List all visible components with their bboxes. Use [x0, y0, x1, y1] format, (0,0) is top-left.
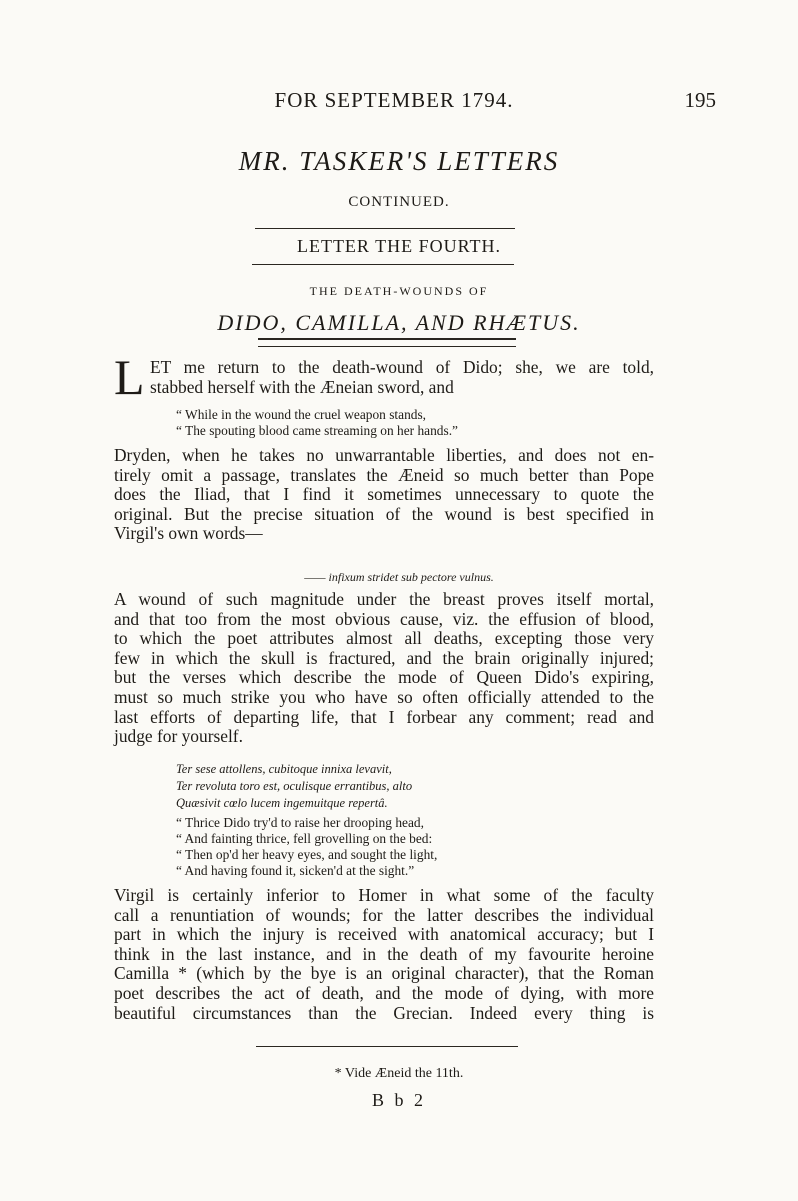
verse-line: “ And having found it, sicken'd at the sight.”: [176, 863, 415, 878]
section-heading: THE DEATH-WOUNDS OF: [309, 284, 489, 298]
footnote: * Vide Æneid the 11th.: [334, 1066, 464, 1081]
section-subheading: DIDO, CAMILLA, AND RHÆTUS.: [217, 310, 581, 335]
verse-quote-2: [176, 815, 437, 879]
ornamental-rule: [258, 338, 516, 347]
paragraph-line: does the Iliad, that I find it sometimes unnecessary to quote the: [114, 484, 654, 505]
paragraph-line: call a renuntiation of wounds; for the latter describes the individual: [114, 904, 654, 925]
latin-verse-line: Ter sese attollens, cubitoque innixa levavit,: [176, 762, 392, 776]
paragraph-line: A wound of such magnitude under the breast proves itself mortal,: [114, 589, 654, 609]
verse-line: “ The spouting blood came streaming on her hands.”: [176, 423, 459, 438]
latin-verse-line: Ter revoluta toro est, oculisque errantibus, alto: [176, 779, 413, 793]
page-number: 195: [684, 88, 716, 112]
verse-quote-1: [176, 407, 458, 439]
paragraph-line: but the verses which describe the mode of Queen Dido's expiring,: [114, 667, 654, 688]
paragraph-line: original. But the precise situation of the wound is best specified in: [114, 503, 654, 524]
running-head-title: FOR SEPTEMBER 1794.: [274, 88, 514, 112]
paragraph-line: Dryden, when he takes no unwarrantable liberties, and does not en-: [114, 445, 654, 465]
article-subtitle: CONTINUED.: [348, 194, 450, 210]
paragraph-line: Virgil is certainly inferior to Homer in what some of the faculty: [114, 885, 654, 905]
paragraph-line: must so much strike you who have so often officially attended to the: [114, 686, 654, 707]
latin-quote-1: —— infixum stridet sub pectore vulnus.: [304, 570, 494, 584]
paragraph-line: stabbed herself with the Æneian sword, and: [150, 376, 454, 397]
paragraph-line: judge for yourself.: [114, 726, 243, 747]
paragraph-line: Camilla * (which by the bye is an original character), that the Roman: [114, 963, 654, 984]
paragraph-3: [114, 590, 654, 747]
verse-line: “ And fainting thrice, fell grovelling on the bed:: [176, 831, 433, 846]
paragraph-line: part in which the injury is received with anatomical accuracy; but I: [114, 924, 654, 945]
signature-mark: B b 2: [371, 1090, 426, 1110]
paragraph-2: [114, 446, 654, 544]
paragraph-line: few in which the skull is fractured, and the brain originally injured;: [114, 647, 654, 668]
paragraph-line: and that too from the most obvious cause, viz. the effusion of blood,: [114, 608, 654, 629]
paragraph-line: think in the last instance, and in the death of my favourite heroine: [114, 943, 654, 964]
drop-cap: L: [114, 349, 145, 405]
paragraph-line: tirely omit a passage, translates the Æneid so much better than Pope: [114, 464, 654, 485]
paragraph-line: beautiful circumstances than the Grecian. Indeed every thing is: [114, 1002, 654, 1023]
paragraph-line: ET me return to the death-wound of Dido; she, we are told,: [150, 357, 654, 377]
latin-quote-2: [176, 761, 412, 812]
verse-line: “ Thrice Dido try'd to raise her drooping head,: [176, 815, 424, 830]
title-rule: [255, 228, 515, 229]
paragraph-line: last efforts of departing life, that I forbear any comment; read and: [114, 706, 654, 727]
latin-verse-line: Quæsivit cœlo lucem ingemuitque repertâ.: [176, 796, 388, 810]
verse-line: “ While in the wound the cruel weapon stands,: [176, 407, 427, 422]
paragraph-1: [114, 358, 654, 397]
heading-rule: [252, 264, 514, 265]
paragraph-line: poet describes the act of death, and the mode of dying, with more: [114, 982, 654, 1003]
paragraph-line: to which the poet attributes almost all deaths, excepting those very: [114, 628, 654, 649]
verse-line: “ Then op'd her heavy eyes, and sought the light,: [176, 847, 438, 862]
letter-heading: LETTER THE FOURTH.: [296, 236, 502, 256]
paragraph-line: Virgil's own words—: [114, 523, 263, 544]
article-title: MR. TASKER'S LETTERS: [238, 146, 560, 176]
running-head: [110, 88, 716, 122]
paragraph-4: [114, 886, 654, 1023]
footnote-rule: [256, 1046, 518, 1047]
